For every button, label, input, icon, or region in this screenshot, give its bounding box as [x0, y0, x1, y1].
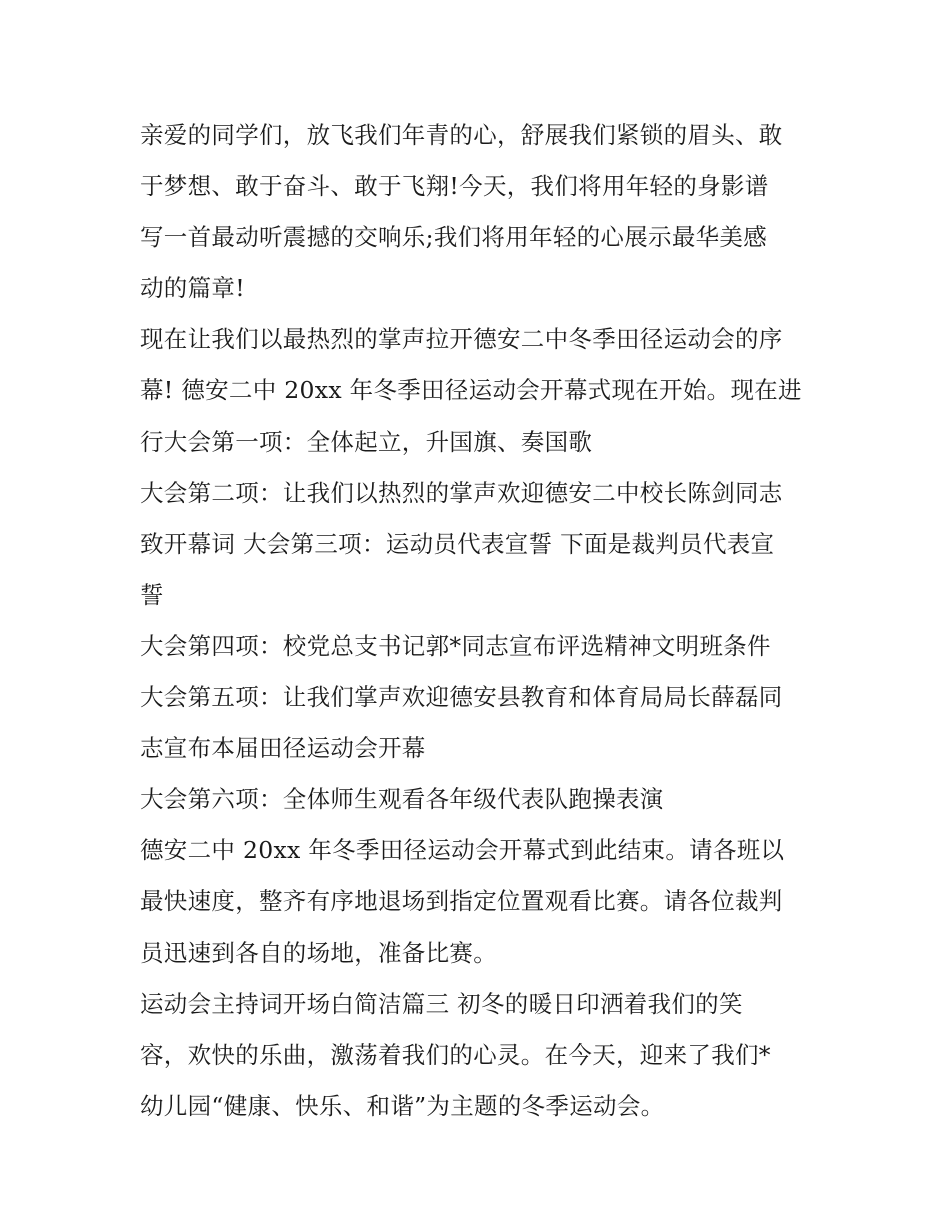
text-line: 幼儿园“健康、快乐、和谐”为主题的冬季运动会。: [140, 1091, 665, 1120]
text-line: 致开幕词 大会第三项：运动员代表宣誓 下面是裁判员代表宣: [140, 529, 775, 558]
text-line: 幕! 德安二中 20xx 年冬季田径运动会开幕式现在开始。现在进: [140, 376, 802, 405]
text-line: 于梦想、敢于奋斗、敢于飞翔!今天，我们将用年轻的身影谱: [140, 172, 769, 201]
text-line: 员迅速到各自的场地，准备比赛。: [140, 938, 497, 967]
text-line: 大会第五项：让我们掌声欢迎德安县教育和体育局局长薛磊同: [140, 683, 783, 712]
text-line: 行大会第一项：全体起立，升国旗、奏国歌: [140, 427, 593, 456]
text-line: 写一首最动听震撼的交响乐;我们将用年轻的心展示最华美感: [140, 223, 768, 252]
text-line: 动的篇章!: [140, 274, 245, 303]
text-line: 誓: [140, 580, 164, 609]
text-line: 最快速度，整齐有序地退场到指定位置观看比赛。请各位裁判: [140, 887, 783, 916]
text-line: 德安二中 20xx 年冬季田径运动会开幕式到此结束。请各班以: [140, 836, 785, 865]
text-line: 志宣布本届田径运动会开幕: [140, 734, 426, 763]
text-line: 大会第四项：校党总支书记郭*同志宣布评选精神文明班条件: [140, 631, 771, 660]
text-line: 运动会主持词开场白简洁篇三 初冬的暖日印洒着我们的笑: [140, 989, 743, 1018]
text-line: 大会第二项：让我们以热烈的掌声欢迎德安二中校长陈剑同志: [140, 478, 783, 507]
document-body: [140, 110, 820, 1132]
text-line: 亲爱的同学们，放飞我们年青的心，舒展我们紧锁的眉头、敢: [140, 121, 783, 149]
text-line: 现在让我们以最热烈的掌声拉开德安二中冬季田径运动会的序: [140, 325, 783, 354]
text-line: 大会第六项：全体师生观看各年级代表队跑操表演: [140, 785, 664, 814]
text-line: 容，欢快的乐曲，激荡着我们的心灵。在今天，迎来了我们*: [140, 1040, 771, 1069]
